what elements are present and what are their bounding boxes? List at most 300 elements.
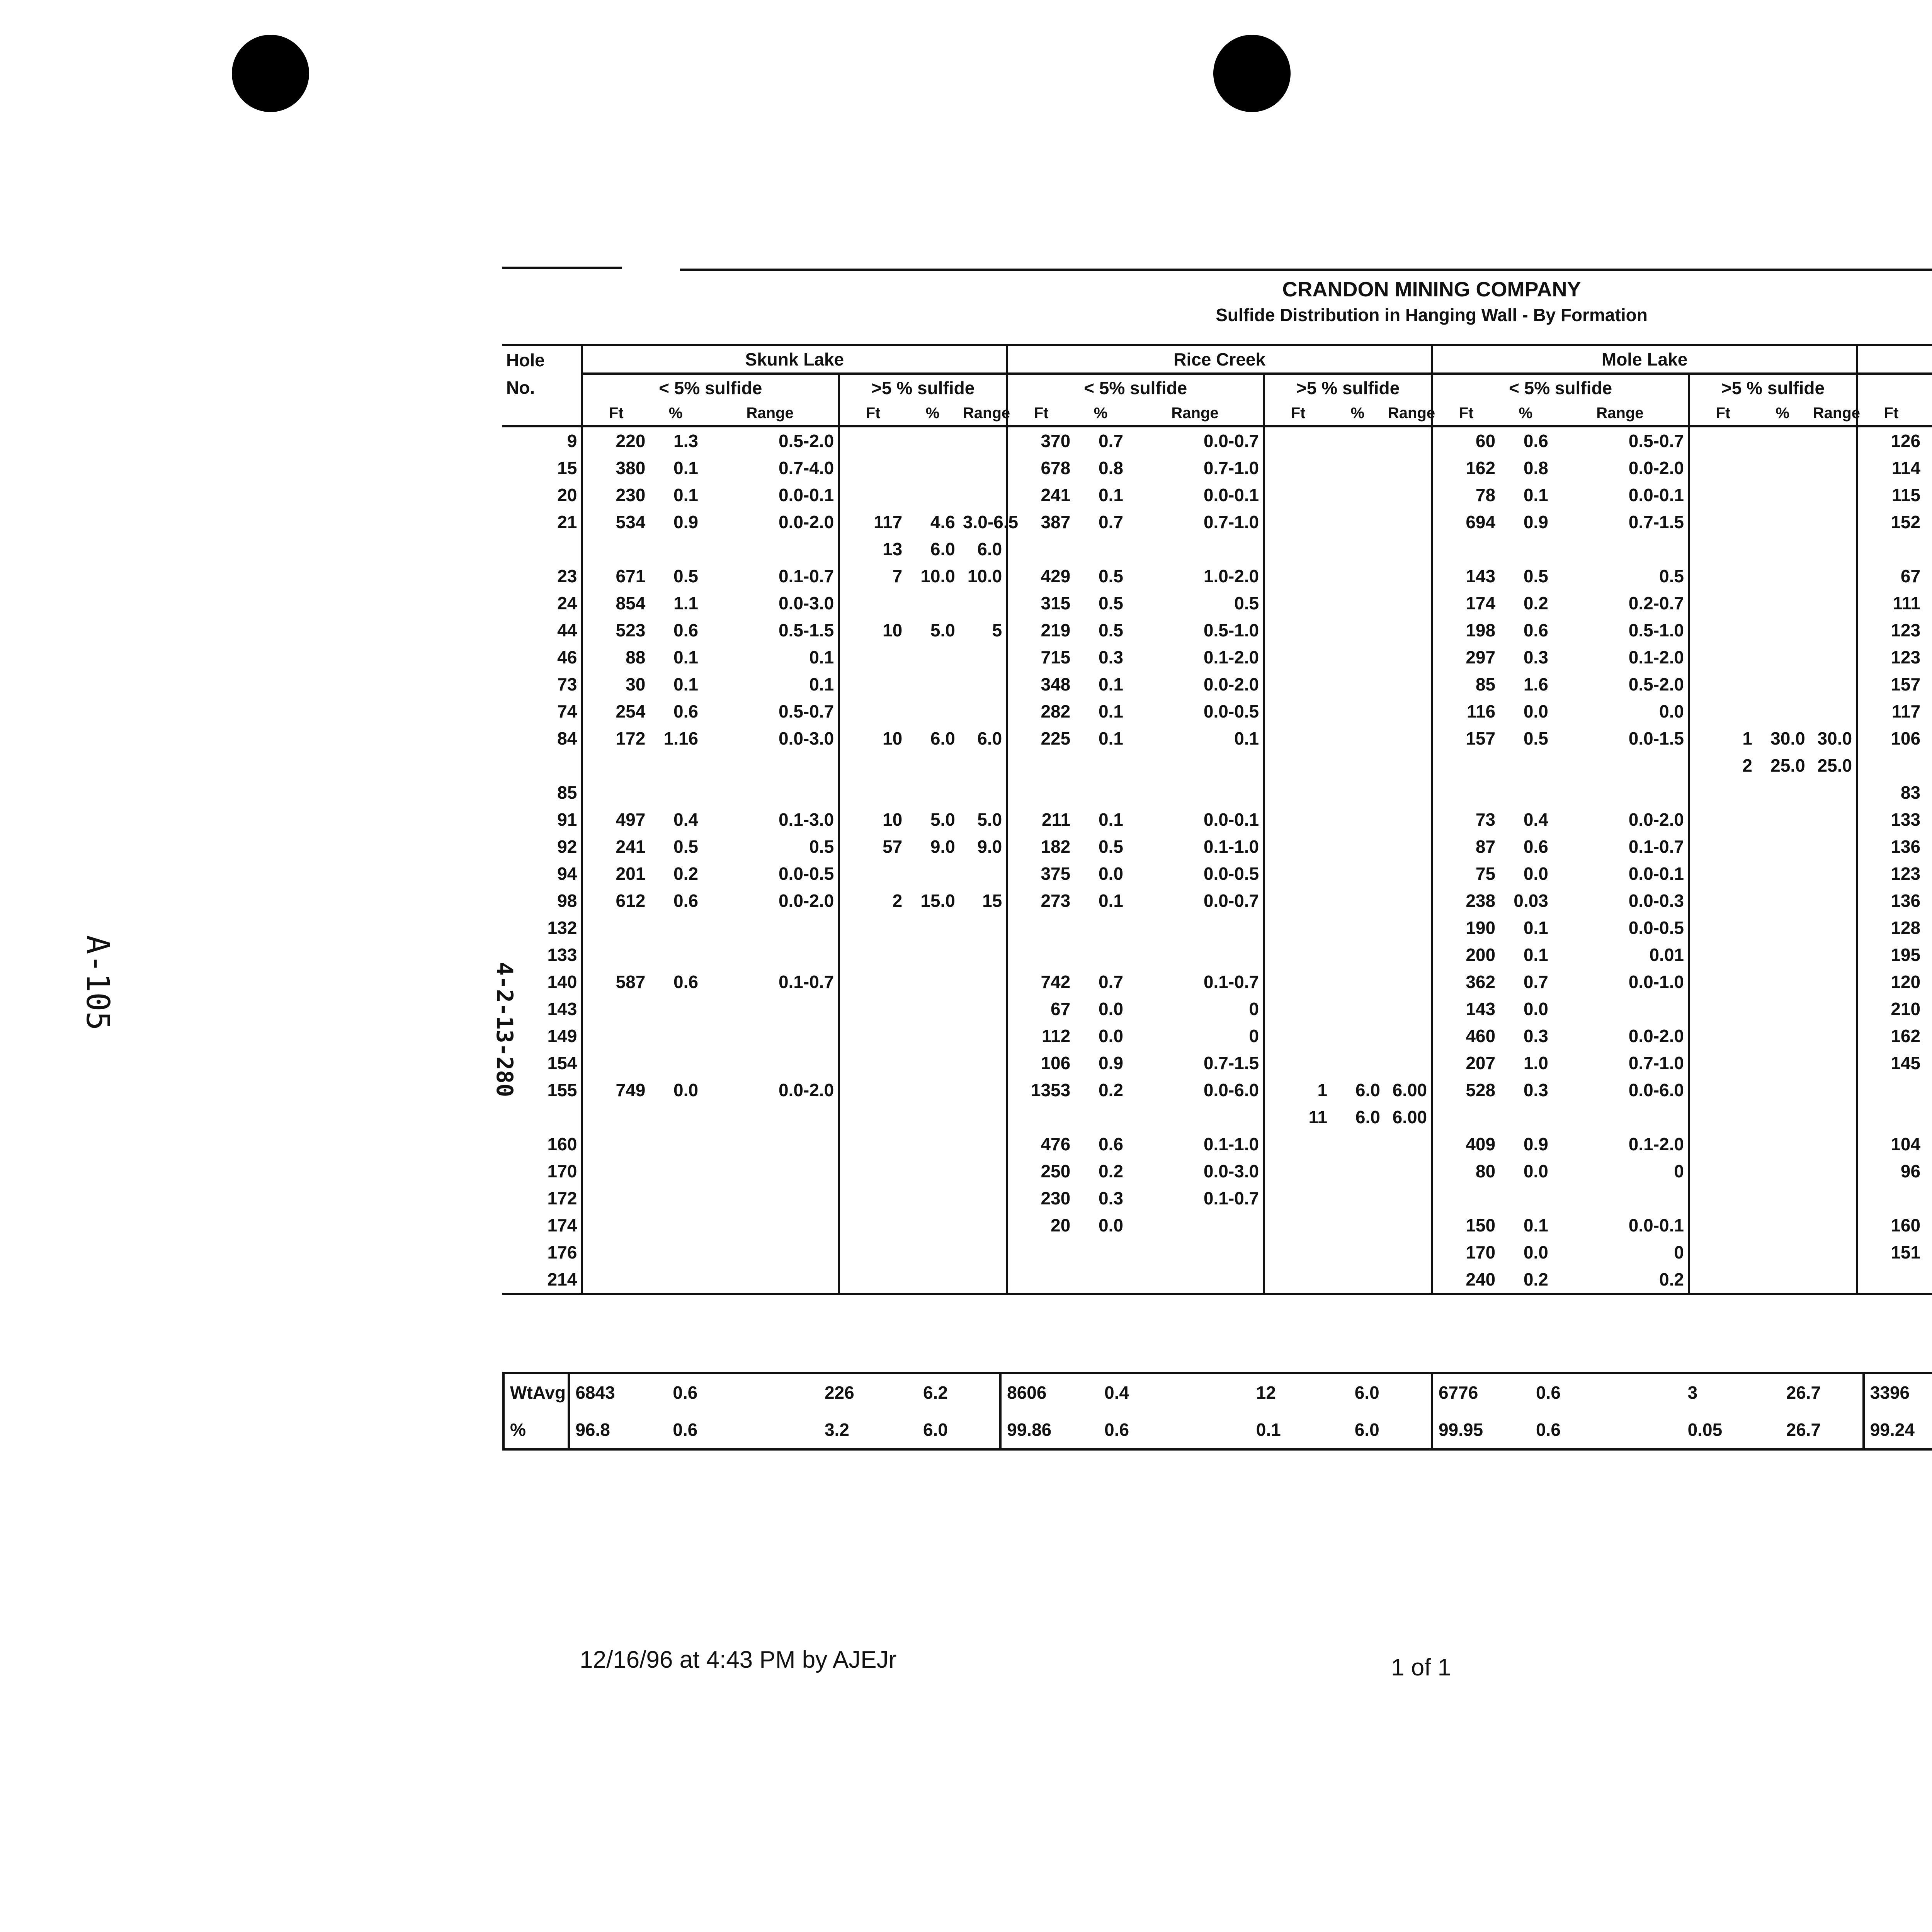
lml-lo-ft: 115 [1857, 481, 1924, 509]
sl-lo-range [702, 914, 839, 941]
sl-hi-range: 15 [982, 891, 1002, 911]
lml-lo-ft: 104 [1857, 1131, 1924, 1158]
sl-hi-range [959, 1077, 1007, 1104]
ml-lo-percent: 0.1 [1523, 485, 1548, 505]
hole-number: 155 [547, 1080, 577, 1100]
rc-hi-percent [1331, 644, 1384, 671]
sl-lo-range [702, 1131, 839, 1158]
rc-lo-range: 0.7-1.5 [1203, 1053, 1259, 1073]
table-row [502, 698, 1932, 725]
rc-hi-range [1384, 833, 1432, 860]
rc-hi-percent [1331, 941, 1384, 968]
sl-lo-range: 0.0-0.5 [778, 864, 834, 884]
percent-value: 0.05 [1687, 1420, 1723, 1440]
sl-hi-ft [839, 1185, 906, 1212]
subheader-percent: % [1776, 404, 1790, 422]
hole-number: 172 [547, 1188, 577, 1208]
sl-lo-percent [649, 752, 702, 779]
rc-lo-ft: 112 [1007, 1022, 1074, 1049]
lml-lo-ft: 117 [1857, 698, 1924, 725]
sl-hi-range: 5.0 [977, 810, 1002, 830]
ml-lo-range: 0.0-1.0 [1628, 972, 1684, 992]
sl-lo-ft [582, 1022, 649, 1049]
lml-lo-ft [1857, 752, 1924, 779]
percent-label: % [503, 1411, 569, 1449]
ml-hi-percent [1756, 1022, 1809, 1049]
rc-lo-percent [1074, 536, 1127, 563]
ml-hi-percent: 30.0 [1770, 728, 1805, 748]
rc-lo-range: 0.1 [1234, 728, 1259, 748]
rc-hi-ft [1264, 1049, 1331, 1077]
ml-hi-percent [1756, 426, 1809, 454]
sl-hi-ft: 2 [839, 887, 906, 914]
sl-hi-range: 10.0 [967, 566, 1002, 586]
ml-hi-range: 30.0 [1817, 728, 1852, 748]
sl-lo-ft: 671 [582, 563, 649, 590]
ml-lo-range: 0.5-2.0 [1628, 674, 1684, 694]
lml-lo-ft [1857, 1185, 1924, 1212]
rc-hi-ft [1264, 671, 1331, 698]
rc-lo-percent: 0.5 [1098, 593, 1123, 613]
sl-hi-range [959, 914, 1007, 941]
hole-number: 46 [557, 647, 577, 667]
sl-hi-ft [839, 481, 906, 509]
sl-hi-percent [906, 995, 959, 1022]
sl-hi-percent [906, 1077, 959, 1104]
sl-lo-ft [582, 779, 649, 806]
rc-lo-range [1127, 941, 1264, 968]
ml-lo-percent [1499, 1185, 1552, 1212]
sl-hi-range [959, 698, 1007, 725]
rc-lo-ft: 219 [1007, 617, 1074, 644]
ml-hi-range [1809, 481, 1857, 509]
side-stamp: 4-2-13-280 [492, 962, 518, 1097]
rc-lo-percent [1074, 752, 1127, 779]
ml-lo-ft [1432, 779, 1499, 806]
rc-lo-range: 0.0-0.7 [1203, 891, 1259, 911]
rc-lo-percent: 0.3 [1098, 647, 1123, 667]
sl-hi-ft [839, 1077, 906, 1104]
rc-hi-percent [1331, 617, 1384, 644]
sl-hi-range [959, 1185, 1007, 1212]
ml-hi-percent [1756, 644, 1809, 671]
sl-hi-ft [839, 1266, 906, 1294]
rc-hi-ft [1264, 536, 1331, 563]
ml-hi-range [1809, 1049, 1857, 1077]
lml-lo-percent [1924, 1158, 1932, 1185]
wtavg-value: 0.4 [1104, 1383, 1129, 1403]
hole-number [502, 536, 582, 563]
ml-hi-percent [1756, 968, 1809, 995]
rc-hi-percent [1331, 1212, 1384, 1239]
sl-hi-percent [906, 644, 959, 671]
sl-lo-percent [649, 1049, 702, 1077]
hole-number: 170 [547, 1161, 577, 1181]
ml-lo-range: 0.0-1.5 [1628, 728, 1684, 748]
rc-lo-ft: 106 [1007, 1049, 1074, 1077]
rc-lo-ft: 241 [1007, 481, 1074, 509]
rc-hi-percent [1331, 1049, 1384, 1077]
sl-hi-ft: 57 [839, 833, 906, 860]
rc-hi-ft [1264, 1266, 1331, 1294]
sl-hi-ft [839, 1239, 906, 1266]
sl-lo-ft: 201 [582, 860, 649, 887]
sl-hi-percent [906, 779, 959, 806]
rc-hi-range [1384, 1022, 1432, 1049]
ml-hi-range [1809, 509, 1857, 536]
ml-lo-percent: 0.1 [1523, 945, 1548, 965]
table-row [502, 509, 1932, 536]
sl-lo-percent [649, 995, 702, 1022]
ml-lo-ft: 200 [1432, 941, 1499, 968]
rc-hi-range [1384, 1131, 1432, 1158]
percent-value: 0.1 [1256, 1420, 1281, 1440]
ml-lo-range: 0.0 [1659, 701, 1684, 721]
rc-lo-ft: 476 [1007, 1131, 1074, 1158]
sl-hi-ft [839, 590, 906, 617]
rc-lo-ft: 315 [1007, 590, 1074, 617]
ml-hi-ft [1689, 887, 1756, 914]
ml-hi-percent [1756, 1049, 1809, 1077]
sl-lo-ft [582, 1185, 649, 1212]
ml-lo-range: 0.0-0.5 [1628, 918, 1684, 938]
sl-lo-range [702, 1239, 839, 1266]
hole-number: 214 [547, 1269, 577, 1289]
sl-hi-ft [839, 968, 906, 995]
rc-hi-percent [1331, 752, 1384, 779]
sl-hi-ft [839, 698, 906, 725]
table-row [502, 968, 1932, 995]
sl-hi-percent [906, 752, 959, 779]
sl-lo-ft [582, 1239, 649, 1266]
rc-lo-range: 0.5-1.0 [1203, 620, 1259, 640]
hole-number: 154 [547, 1053, 577, 1073]
sl-hi-ft [839, 752, 906, 779]
wtavg-label: WtAvg [503, 1373, 569, 1411]
rc-lo-range: 0.0-2.0 [1203, 674, 1259, 694]
rc-lo-percent [1074, 1104, 1127, 1131]
table-row [502, 563, 1932, 590]
sl-lo-percent: 1.16 [663, 728, 698, 748]
low-sulfide-header [1857, 374, 1932, 401]
sl-lo-percent: 0.1 [673, 485, 698, 505]
table-row [502, 725, 1932, 752]
wtavg-value: 3 [1687, 1383, 1698, 1403]
ml-hi-percent: 25.0 [1770, 755, 1805, 776]
rc-lo-ft [1007, 914, 1074, 941]
rc-lo-range: 0.0-6.0 [1203, 1080, 1259, 1100]
high-sulfide-header: >5 % sulfide [1689, 374, 1857, 401]
rc-hi-percent [1331, 914, 1384, 941]
sl-hi-ft: 13 [839, 536, 906, 563]
sl-hi-range [959, 1022, 1007, 1049]
sl-lo-percent [649, 1104, 702, 1131]
ml-hi-range [1809, 617, 1857, 644]
lml-lo-ft: 160 [1857, 1212, 1924, 1239]
ml-hi-ft [1689, 1104, 1756, 1131]
rc-lo-ft: 678 [1007, 454, 1074, 481]
ml-lo-range: 0.1-2.0 [1628, 1134, 1684, 1154]
sl-hi-ft [839, 1212, 906, 1239]
table-row [502, 860, 1932, 887]
table-row [502, 752, 1932, 779]
sl-hi-percent [906, 1049, 959, 1077]
rc-hi-range [1384, 1185, 1432, 1212]
sulfide-table [502, 344, 1932, 1295]
ml-hi-range [1809, 860, 1857, 887]
ml-lo-range: 0.0-2.0 [1628, 458, 1684, 478]
rc-hi-ft [1264, 1185, 1331, 1212]
wtavg-value: 12 [1256, 1383, 1276, 1403]
sl-lo-range [702, 1212, 839, 1239]
table-row [502, 779, 1932, 806]
lml-lo-ft: 114 [1857, 454, 1924, 481]
wtavg-value: 226 [824, 1383, 854, 1403]
rc-hi-ft [1264, 1022, 1331, 1049]
rc-hi-ft [1264, 1131, 1331, 1158]
rc-lo-ft: 282 [1007, 698, 1074, 725]
sl-hi-ft: 10 [839, 806, 906, 833]
sl-lo-ft [582, 752, 649, 779]
rc-hi-percent [1331, 536, 1384, 563]
table-row [502, 941, 1932, 968]
sl-hi-ft [839, 671, 906, 698]
ml-hi-percent [1756, 536, 1809, 563]
lml-lo-ft: 96 [1857, 1158, 1924, 1185]
rc-lo-ft: 348 [1007, 671, 1074, 698]
subheader-percent: % [1519, 404, 1533, 422]
sl-lo-ft [582, 914, 649, 941]
table-row [502, 454, 1932, 481]
ml-lo-ft: 60 [1432, 426, 1499, 454]
sl-hi-ft [839, 995, 906, 1022]
ml-hi-range [1809, 806, 1857, 833]
rc-hi-range [1384, 752, 1432, 779]
wtavg-value: 0.6 [673, 1383, 698, 1403]
ml-hi-ft [1689, 1131, 1756, 1158]
hole-number: 84 [557, 728, 577, 748]
ml-lo-percent: 0.0 [1523, 701, 1548, 721]
table-row [502, 481, 1932, 509]
rc-hi-percent [1331, 995, 1384, 1022]
ml-hi-ft [1689, 454, 1756, 481]
ml-lo-ft: 297 [1432, 644, 1499, 671]
sl-hi-percent: 4.6 [930, 512, 955, 532]
wtavg-value: 6843 [575, 1383, 615, 1403]
hole-number: 23 [557, 566, 577, 586]
sl-lo-percent [649, 536, 702, 563]
rc-hi-range [1384, 481, 1432, 509]
lml-lo-percent [1924, 1077, 1932, 1104]
rc-lo-range [1127, 1266, 1264, 1294]
ml-lo-range: 0.0-0.3 [1628, 891, 1684, 911]
ml-lo-ft [1432, 752, 1499, 779]
lml-lo-percent [1924, 644, 1932, 671]
rc-lo-percent: 0.1 [1098, 891, 1123, 911]
report-title: CRANDON MINING COMPANY [1282, 278, 1581, 301]
sl-hi-percent [906, 1239, 959, 1266]
lml-lo-percent [1924, 887, 1932, 914]
sl-hi-range [959, 1158, 1007, 1185]
sl-hi-percent [906, 1022, 959, 1049]
sl-lo-range: 0.0-2.0 [778, 1080, 834, 1100]
rc-lo-percent: 0.1 [1098, 728, 1123, 748]
rc-lo-ft: 225 [1007, 725, 1074, 752]
rc-hi-percent [1331, 671, 1384, 698]
ml-lo-range: 0.5-0.7 [1628, 431, 1684, 451]
lml-lo-ft: 126 [1857, 426, 1924, 454]
lml-lo-percent [1924, 779, 1932, 806]
rc-lo-range [1127, 752, 1264, 779]
sl-hi-range [959, 454, 1007, 481]
lml-lo-percent [1924, 1104, 1932, 1131]
ml-hi-ft [1689, 426, 1756, 454]
rc-hi-range [1384, 1266, 1432, 1294]
rc-lo-range: 0.0-0.5 [1203, 864, 1259, 884]
ml-lo-percent: 0.03 [1514, 891, 1548, 911]
rc-lo-ft: 375 [1007, 860, 1074, 887]
ml-hi-percent [1756, 1158, 1809, 1185]
ml-hi-ft [1689, 968, 1756, 995]
ml-hi-ft [1689, 563, 1756, 590]
subheader-percent [1924, 401, 1932, 426]
rc-lo-ft [1007, 1104, 1074, 1131]
hole-number: 174 [547, 1215, 577, 1235]
sl-hi-ft [839, 860, 906, 887]
table-row [502, 671, 1932, 698]
lml-lo-ft: 133 [1857, 806, 1924, 833]
sl-lo-range: 0.1-0.7 [778, 566, 834, 586]
table-row [502, 1185, 1932, 1212]
rc-hi-ft [1264, 833, 1331, 860]
ml-lo-ft: 85 [1432, 671, 1499, 698]
ml-hi-ft [1689, 590, 1756, 617]
sl-hi-percent [906, 1266, 959, 1294]
rc-lo-percent: 0.1 [1098, 674, 1123, 694]
lml-lo-percent [1924, 671, 1932, 698]
rc-lo-percent: 0.0 [1098, 1215, 1123, 1235]
hole-subheader-blank [502, 401, 582, 426]
ml-lo-ft: 78 [1432, 481, 1499, 509]
sl-hi-percent: 6.0 [930, 539, 955, 559]
sl-hi-ft [839, 454, 906, 481]
lml-lo-ft: 123 [1857, 617, 1924, 644]
lml-lo-percent [1924, 536, 1932, 563]
ml-lo-ft: 80 [1432, 1158, 1499, 1185]
ml-hi-range [1809, 563, 1857, 590]
ml-hi-ft [1689, 481, 1756, 509]
sl-hi-percent [906, 1104, 959, 1131]
ml-lo-range: 0.7-1.0 [1628, 1053, 1684, 1073]
ml-lo-percent: 0.2 [1523, 1269, 1548, 1289]
ml-lo-percent: 0.6 [1523, 620, 1548, 640]
subheader-range: Range [1388, 404, 1435, 422]
hole-header: Hole [506, 350, 545, 370]
ml-hi-range [1809, 698, 1857, 725]
rc-lo-range: 0.1-2.0 [1203, 647, 1259, 667]
ml-hi-ft [1689, 1049, 1756, 1077]
table-row [502, 1049, 1932, 1077]
ml-hi-percent [1756, 617, 1809, 644]
sl-hi-range [959, 590, 1007, 617]
sl-hi-ft [839, 914, 906, 941]
sl-hi-percent [906, 1185, 959, 1212]
table-row [502, 914, 1932, 941]
sl-lo-percent [649, 1239, 702, 1266]
rc-hi-range [1384, 806, 1432, 833]
ml-lo-ft: 157 [1432, 725, 1499, 752]
rc-hi-ft [1264, 698, 1331, 725]
ml-lo-percent: 0.0 [1523, 999, 1548, 1019]
sl-lo-ft [582, 941, 649, 968]
ml-lo-percent: 0.5 [1523, 728, 1548, 748]
rc-lo-percent: 0.9 [1098, 1053, 1123, 1073]
wtavg-row [503, 1373, 1932, 1411]
sl-hi-ft: 117 [839, 509, 906, 536]
ml-hi-percent [1756, 914, 1809, 941]
sl-hi-ft [839, 1022, 906, 1049]
sl-lo-range [702, 779, 839, 806]
rc-lo-range [1127, 1212, 1264, 1239]
rc-lo-percent: 0.0 [1098, 1026, 1123, 1046]
rc-hi-range [1384, 590, 1432, 617]
formation-header-lower-mole-lake [1857, 345, 1932, 374]
no-header: No. [506, 377, 535, 398]
ml-lo-percent: 0.6 [1523, 837, 1548, 857]
rc-lo-range: 0 [1249, 999, 1259, 1019]
sl-lo-percent [649, 1022, 702, 1049]
sl-lo-range: 0.1 [809, 674, 834, 694]
lml-lo-percent [1924, 1131, 1932, 1158]
sl-lo-range: 0.0-2.0 [778, 512, 834, 532]
hole-number: 74 [557, 701, 577, 721]
ml-hi-range [1809, 1104, 1857, 1131]
sl-hi-range [959, 1104, 1007, 1131]
rc-hi-ft [1264, 1212, 1331, 1239]
lml-lo-ft: 157 [1857, 671, 1924, 698]
sl-lo-range [702, 1049, 839, 1077]
lml-lo-ft: 136 [1857, 833, 1924, 860]
ml-lo-range: 0.0-0.1 [1628, 485, 1684, 505]
hole-number: 92 [557, 837, 577, 857]
sl-lo-ft: 172 [582, 725, 649, 752]
ml-lo-percent: 0.1 [1523, 1215, 1548, 1235]
lml-lo-ft: 83 [1857, 779, 1924, 806]
sl-hi-percent [906, 590, 959, 617]
rc-lo-range: 0.0-0.1 [1203, 485, 1259, 505]
subheader-ft: Ft [1264, 401, 1331, 426]
formation-header-skunk-lake: Skunk Lake [582, 345, 1007, 374]
ml-lo-ft: 190 [1432, 914, 1499, 941]
lml-lo-percent [1924, 860, 1932, 887]
rc-hi-percent [1331, 779, 1384, 806]
rc-hi-percent [1331, 698, 1384, 725]
ml-lo-ft: 162 [1432, 454, 1499, 481]
ml-lo-percent: 0.3 [1523, 1026, 1548, 1046]
sl-lo-percent: 0.6 [673, 620, 698, 640]
lml-lo-percent [1924, 1239, 1932, 1266]
rc-hi-ft [1264, 968, 1331, 995]
sl-hi-percent [906, 941, 959, 968]
ml-hi-range [1809, 941, 1857, 968]
sl-hi-percent [906, 914, 959, 941]
rc-hi-ft [1264, 481, 1331, 509]
ml-hi-ft [1689, 1022, 1756, 1049]
ml-hi-percent [1756, 1185, 1809, 1212]
table-row [502, 1239, 1932, 1266]
rc-lo-percent [1074, 941, 1127, 968]
percent-value: 99.86 [1007, 1420, 1052, 1440]
